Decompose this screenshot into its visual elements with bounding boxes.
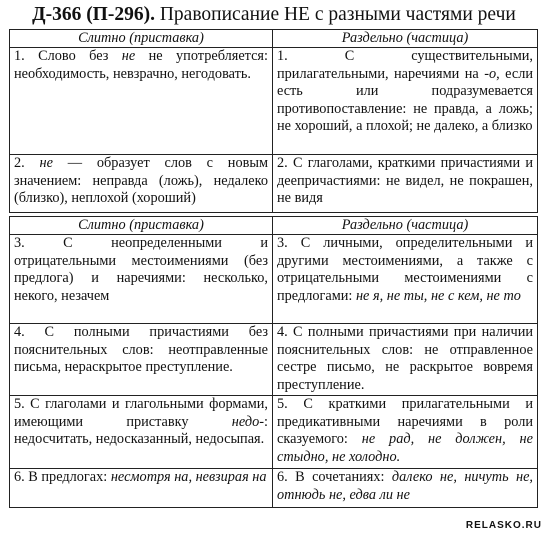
page-title	[0, 0, 548, 28]
table-row	[10, 235, 538, 324]
table-row	[10, 469, 538, 508]
site-watermark: RELASKO.RU	[465, 520, 542, 531]
rule-5-separate: 5. С краткими прилагательными и предикативными наречиями в роли сказуемого: не рад, не должен, не стыдно, не холодно.	[273, 396, 538, 469]
rule-2-separate: 2. С глаголами, краткими причастиями и деепричастиями: не видел, не покрашен, не видя	[273, 155, 538, 213]
table-header-row	[10, 217, 538, 235]
title-text: Правописание НЕ с разными частями речи	[159, 4, 516, 25]
rule-3-merged: 3. С неопределенными и отрицательными местоимениями (без предлога) и наречиями: несколько, некого, незачем	[10, 235, 273, 324]
rule-4-separate: 4. С полными причастиями при наличии пояснительных слов: не отправленное сестре письмо, не раскрытое вовремя преступление.	[273, 324, 538, 396]
rule-3-separate: 3. С личными, определительными и другими местоимениями, а также с отрицательными местоимениями с предлогами: не я, не ты, не с кем, не то	[273, 235, 538, 324]
header-separate: Раздельно (частица)	[273, 30, 538, 48]
rule-2-merged: 2. не — образует слов с новым значением: неправда (ложь), недалеко (близко), неплохой (хороший)	[10, 155, 273, 213]
table-row	[10, 396, 538, 469]
table-header-row	[10, 30, 538, 48]
header-merged: Слитно (приставка)	[10, 30, 273, 48]
header-separate: Раздельно (частица)	[273, 217, 538, 235]
rule-5-merged: 5. С глаголами и глагольными формами, имеющими приставку недо-: недосчитать, недосказанный, недосыпая.	[10, 396, 273, 469]
rules-table-bottom	[9, 216, 538, 508]
table-row	[10, 48, 538, 155]
table-row	[10, 155, 538, 213]
rule-4-merged: 4. С полными причастиями без пояснительных слов: неотправленные письма, нераскрытое преступление.	[10, 324, 273, 396]
table-row	[10, 324, 538, 396]
rule-6-merged: 6. В предлогах: несмотря на, невзирая на	[10, 469, 273, 508]
rule-1-separate: 1. С существительными, прилагательными, наречиями на -о, если есть или подразумевается противопоставление: не правда, а ложь; не хороший, а плохой; не далеко, а близко	[273, 48, 538, 155]
rule-6-separate: 6. В сочетаниях: далеко не, ничуть не, отнюдь не, едва ли не	[273, 469, 538, 508]
header-merged: Слитно (приставка)	[10, 217, 273, 235]
rules-table-top	[9, 29, 538, 213]
rule-1-merged: 1. Слово без не не употребляется: необходимость, невзрачно, негодовать.	[10, 48, 273, 155]
exercise-code: Д-366 (П-296).	[32, 4, 155, 25]
